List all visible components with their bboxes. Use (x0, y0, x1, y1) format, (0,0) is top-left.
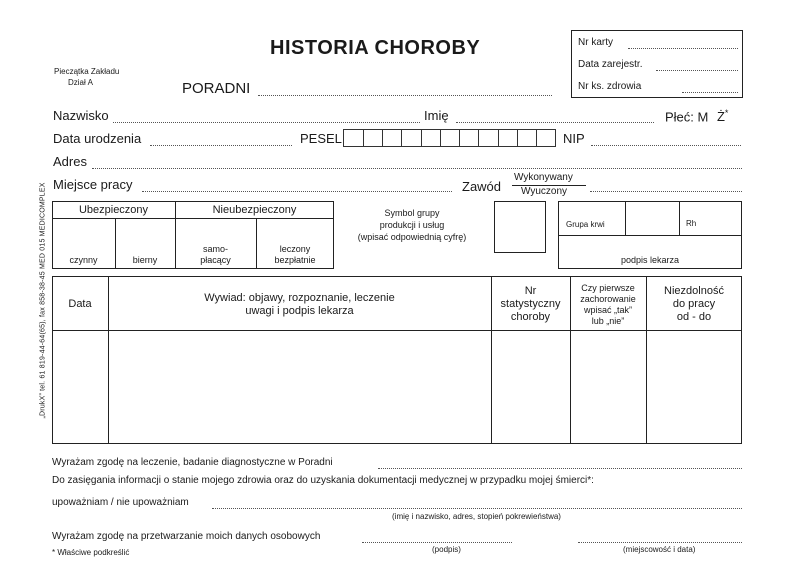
health-book-field[interactable] (682, 92, 738, 93)
consent-treatment-text: Wyrażam zgodę na leczenie, badanie diagnostyczne w Poradni (52, 457, 333, 468)
col-first-header-3: wpisać „tak” (583, 305, 632, 315)
signature-hint: (podpis) (432, 545, 461, 554)
first-name-label: Imię (424, 108, 449, 123)
authorize-option[interactable]: upoważniam / nie upoważniam (52, 497, 189, 508)
col-interview-header-2: uwagi i podpis lekarza (245, 305, 354, 317)
col-stat-header-2: statystyczny (500, 298, 561, 310)
doctor-signature-label: podpis lekarza (620, 255, 680, 265)
authorized-person-hint: (imię i nazwisko, adres, stopień pokrewieństwa) (392, 512, 561, 521)
cell-incapacity[interactable] (647, 331, 741, 443)
address-field[interactable] (92, 168, 742, 169)
col-incapacity-header-3: od - do (676, 311, 712, 323)
pesel-grid (343, 129, 556, 147)
health-book-label: Nr ks. zdrowia (578, 81, 642, 92)
uninsured-header: Nieubezpieczony (212, 204, 297, 216)
place-date-hint: (miejscowość i data) (623, 545, 696, 554)
stamp-label: Pieczątka Zakładu (54, 67, 120, 76)
birth-date-label: Data urodzenia (53, 131, 142, 146)
col-interview-header-1: Wywiad: objawy, rozpoznanie, leczenie (204, 292, 395, 304)
signature-field[interactable] (362, 542, 512, 543)
col-stat-header-3: choroby (510, 311, 551, 323)
clinic-label: PORADNI (182, 80, 251, 97)
col-incapacity-header-2: do pracy (672, 298, 716, 310)
consent-data-processing-text: Wyrażam zgodę na przetwarzanie moich danych osobowych (52, 531, 321, 542)
col-first-header-1: Czy pierwsze (581, 283, 635, 293)
passive-option[interactable]: bierny (132, 255, 158, 265)
address-label: Adres (53, 154, 87, 169)
col-first-header-2: zachorowanie (580, 294, 636, 304)
blood-divider-h (558, 235, 742, 236)
free-treatment-option-line2[interactable]: bezpłatnie (274, 255, 316, 265)
place-date-field[interactable] (578, 542, 742, 543)
workplace-label: Miejsce pracy (53, 177, 133, 192)
footnote: * Właściwe podkreślić (52, 548, 130, 557)
stamp-department: Dział A (68, 78, 93, 87)
blood-group-label: Grupa krwi (566, 220, 605, 229)
cell-stat-number[interactable] (492, 331, 570, 443)
pesel-boxes[interactable] (343, 129, 556, 147)
col-incapacity-header-1: Niezdolność (664, 285, 724, 297)
sex-female-option[interactable]: Ż (716, 109, 725, 125)
card-number-label: Nr karty (578, 37, 613, 48)
profession-done-option[interactable]: Wykonywany (514, 172, 573, 183)
cell-first-illness[interactable] (571, 331, 646, 443)
symbol-group-label-3: (wpisać odpowiednią cyfrę) (357, 232, 467, 242)
surname-label: Nazwisko (53, 108, 109, 123)
birth-date-field[interactable] (150, 145, 292, 146)
cell-date[interactable] (53, 331, 108, 443)
self-paying-option-line2[interactable]: płacący (200, 255, 231, 265)
sex-label (665, 108, 728, 124)
registration-date-label: Data zarejestr. (578, 59, 643, 70)
printer-side-text: „DrukX” tel. 61 819-44-64(65), fax 858-38-45 MED 015 MEDICOMPLEX (39, 182, 47, 419)
consent-treatment-signature[interactable] (378, 468, 742, 469)
profession-field[interactable] (590, 191, 742, 192)
insured-header: Ubezpieczony (78, 204, 149, 216)
profession-label: Zawód (462, 179, 502, 194)
col-date-header: Data (68, 298, 92, 310)
blood-group-field[interactable] (626, 202, 679, 235)
symbol-group-box[interactable] (494, 201, 546, 253)
insurance-divider-h (52, 218, 334, 219)
nip-field[interactable] (591, 145, 741, 146)
free-treatment-option-line1[interactable]: leczony (279, 244, 311, 254)
sex-male-option[interactable]: Płeć: M (665, 109, 709, 125)
nip-label: NIP (563, 131, 585, 146)
registration-date-field[interactable] (656, 70, 738, 71)
card-number-field[interactable] (628, 48, 738, 49)
active-option[interactable]: czynny (69, 255, 98, 265)
first-name-field[interactable] (456, 122, 654, 123)
blood-divider-v2 (679, 201, 680, 236)
rh-label: Rh (686, 219, 697, 228)
workplace-field[interactable] (142, 191, 452, 192)
page-title: HISTORIA CHOROBY (270, 37, 481, 59)
cell-interview[interactable] (109, 331, 491, 443)
profession-learned-option[interactable]: Wyuczony (521, 186, 568, 197)
symbol-group-label-2: produkcji i usług (379, 220, 445, 230)
clinic-field[interactable] (258, 95, 552, 96)
sex-footnote-mark: * (724, 108, 729, 118)
symbol-group-label-1: Symbol grupy (384, 208, 440, 218)
authorized-person-field[interactable] (212, 508, 742, 509)
col-first-header-4: lub „nie” (591, 316, 625, 326)
consent-inform-text: Do zasięgania informacji o stanie mojego zdrowia oraz do uzyskania dokumentacji medycznej w przypadku mojej śmierci*: (52, 475, 594, 486)
pesel-label: PESEL (300, 131, 342, 146)
col-stat-header-1: Nr (524, 285, 537, 297)
self-paying-option-line1[interactable]: samo- (202, 244, 228, 254)
surname-field[interactable] (113, 122, 420, 123)
